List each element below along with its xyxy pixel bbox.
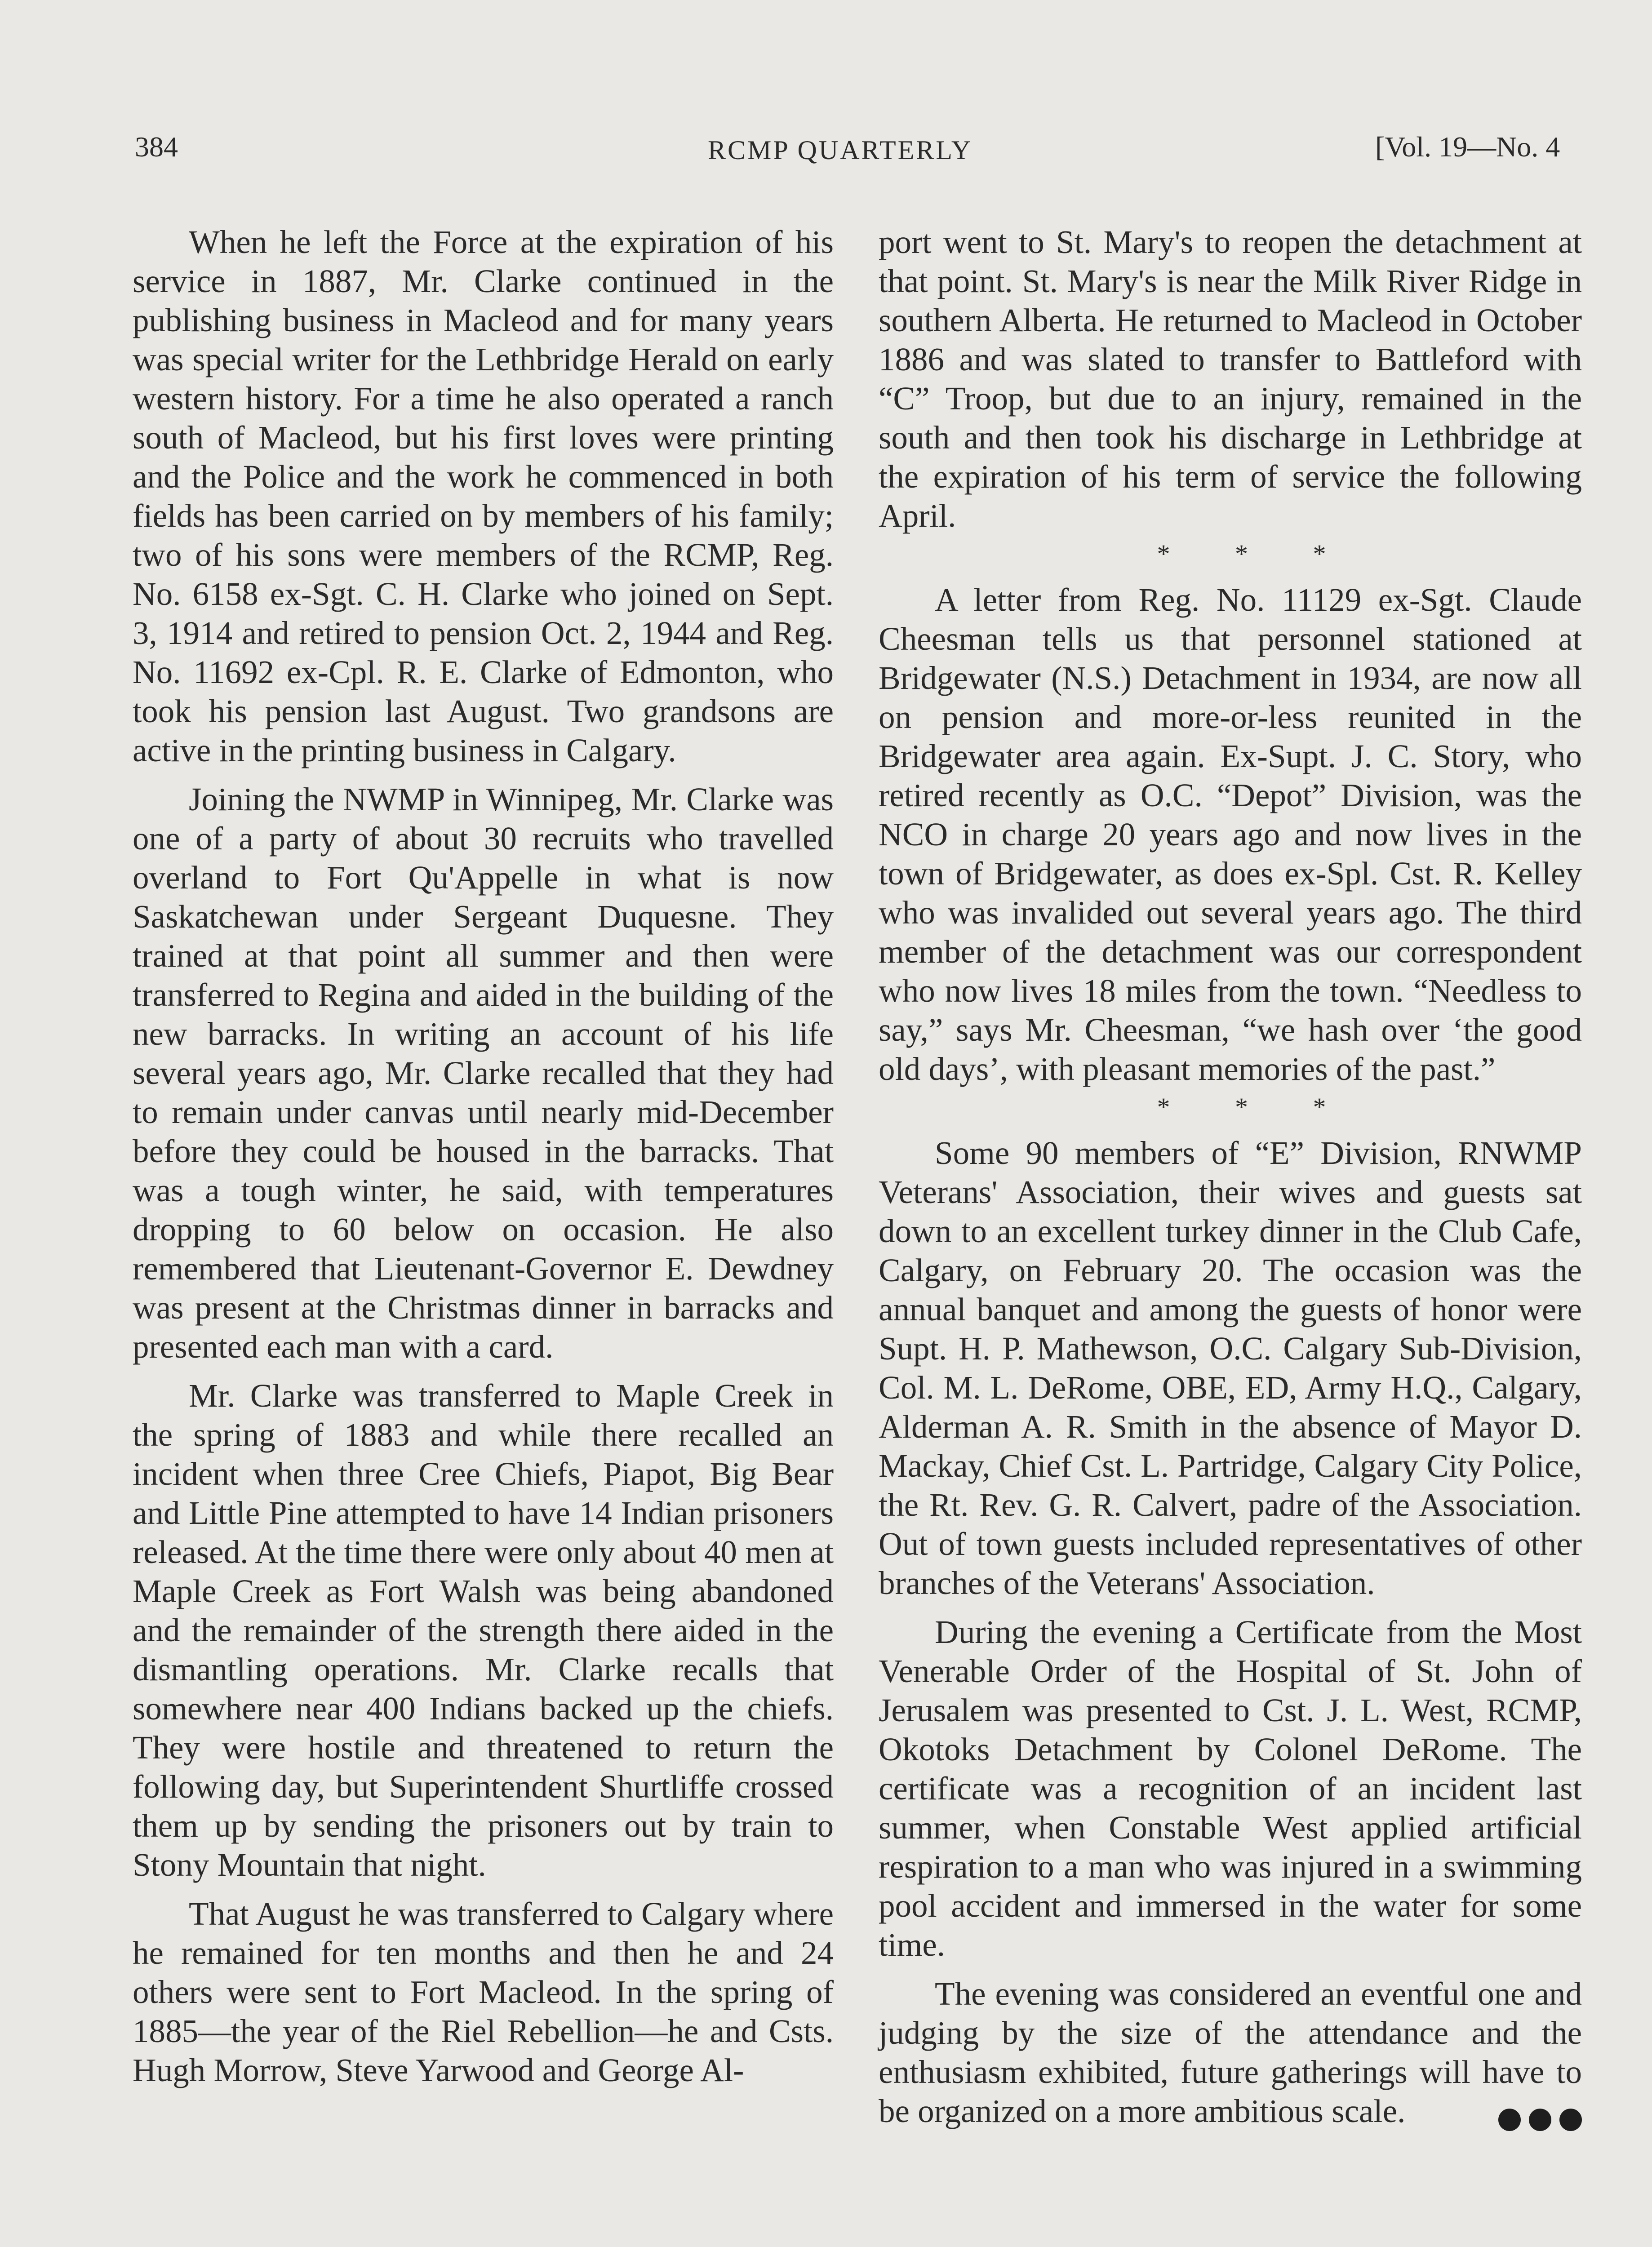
paragraph-continuation: port went to St. Mary's to reopen the detachment at that point. St. Mary's is near the Milk River Ridge in southern Alberta. He returned to Macleod in October 1886 and was slated to transfer to Battleford with “C” Troop, but due to an injury, remained in the south and then took his discharge in Lethbridge at the expiration of his term of service the following April. <box>879 224 1582 534</box>
running-title: RCMP QUARTERLY <box>708 135 973 165</box>
right-column <box>879 222 1582 2140</box>
end-dot-icon <box>1498 2109 1521 2131</box>
page-header <box>0 0 1652 189</box>
paragraph-certificate: During the evening a Certificate from the Most Venerable Order of the Hospital of St. John of Jerusalem was presented to Cst. J. L. West, RCMP, Okotoks Detachment by Colonel DeRome. The certificate was a recognition of an incident last summer, when Constable West applied artificial respiration to a man who was injured in a swimming pool accident and immersed in the water for some time. <box>879 1614 1582 1963</box>
paragraph-clarke-career: When he left the Force at the expiration of his service in 1887, Mr. Clarke continued in the publishing business in Macleod and for many years was special writer for the Lethbridge Herald on early western history. For a time he also operated a ranch south of Macleod, but his first loves were printing and the Police and the work he commenced in both fields has been carried on by members of his family; two of his sons were members of the RCMP, Reg. No. 6158 ex-Sgt. C. H. Clarke who joined on Sept. 3, 1914 and retired to pension Oct. 2, 1944 and Reg. No. 11692 ex-Cpl. R. E. Clarke of Edmonton, who took his pension last August. Two grandsons are active in the printing business in Calgary. <box>133 224 834 768</box>
section-separator: * * * <box>1157 539 1326 568</box>
end-dot-icon <box>1559 2109 1582 2131</box>
paragraph-cheesman-letter: A letter from Reg. No. 11129 ex-Sgt. Claude Cheesman tells us that personnel stationed at Bridgewater (N.S.) Detachment in 1934, are now all on pension and more-or-less reunited in the Bridgewater area again. Ex-Supt. J. C. Story, who retired recently as O.C. “Depot” Division, was the NCO in charge 20 years ago and now lives in the town of Bridgewater, as does ex-Spl. Cst. R. Kelley who was invalided out several years ago. The third member of the detachment was our correspondent who now lives 18 miles from the town. “Needless to say,” says Mr. Cheesman, “we hash over ‘the good old days’, with pleasant memories of the past.” <box>879 582 1582 1087</box>
end-dot-icon <box>1529 2109 1551 2131</box>
volume-issue: [Vol. 19—No. 4 <box>1375 131 1560 163</box>
page-number: 384 <box>135 131 178 163</box>
paragraph-banquet: Some 90 members of “E” Division, RNWMP Veterans' Association, their wives and guests sat down to an excellent turkey dinner in the Club Cafe, Calgary, on February 20. The occasion was the annual banquet and among the guests of honor were Supt. H. P. Mathewson, O.C. Calgary Sub-Division, Col. M. L. DeRome, OBE, ED, Army H.Q., Calgary, Alderman A. R. Smith in the absence of Mayor D. Mackay, Chief Cst. L. Partridge, Calgary City Police, the Rt. Rev. G. R. Calvert, padre of the Association. Out of town guests included representatives of other branches of the Veterans' Association. <box>879 1135 1582 1601</box>
paragraph-calgary-macleod: That August he was transferred to Calgary where he remained for ten months and then he and 24 others were sent to Fort Macleod. In the spring of 1885—the year of the Riel Rebellion—he and Csts. Hugh Morrow, Steve Yarwood and George Al- <box>133 1896 834 2088</box>
paragraph-joining-nwmp: Joining the NWMP in Winnipeg, Mr. Clarke was one of a party of about 30 recruits who travelled overland to Fort Qu'Appelle in what is now Saskatchewan under Sergeant Duquesne. They trained at that point all summer and then were transferred to Regina and aided in the building of the new barracks. In writing an account of his life several years ago, Mr. Clarke recalled that they had to remain under canvas until nearly mid-December before they could be housed in the barracks. That was a tough winter, he said, with temperatures dropping to 60 below on occasion. He also remembered that Lieutenant-Governor E. Dewdney was present at the Christmas dinner in barracks and presented each man with a card. <box>133 781 834 1365</box>
end-of-article-mark <box>1434 2100 1582 2140</box>
section-separator: * * * <box>1157 1092 1326 1122</box>
left-column <box>133 222 834 2090</box>
paragraph-maple-creek: Mr. Clarke was transferred to Maple Creek in the spring of 1883 and while there recalled an incident when three Cree Chiefs, Piapot, Big Bear and Little Pine attempted to have 14 Indian prisoners released. At the time there were only about 40 men at Maple Creek as Fort Walsh was being abandoned and the remainder of the strength there aided in the dismantling operations. Mr. Clarke recalls that somewhere near 400 Indians backed up the chiefs. They were hostile and threatened to return the following day, but Superintendent Shurtliffe crossed them up by sending the prisoners out by train to Stony Mountain that night. <box>133 1377 834 1883</box>
paragraph-closing <box>879 1974 1582 2131</box>
closing-text: The evening was considered an eventful one and judging by the size of the attendance and the enthusiasm exhibited, future gatherings will have to be organized on a more ambitious scale. <box>879 1976 1582 2129</box>
